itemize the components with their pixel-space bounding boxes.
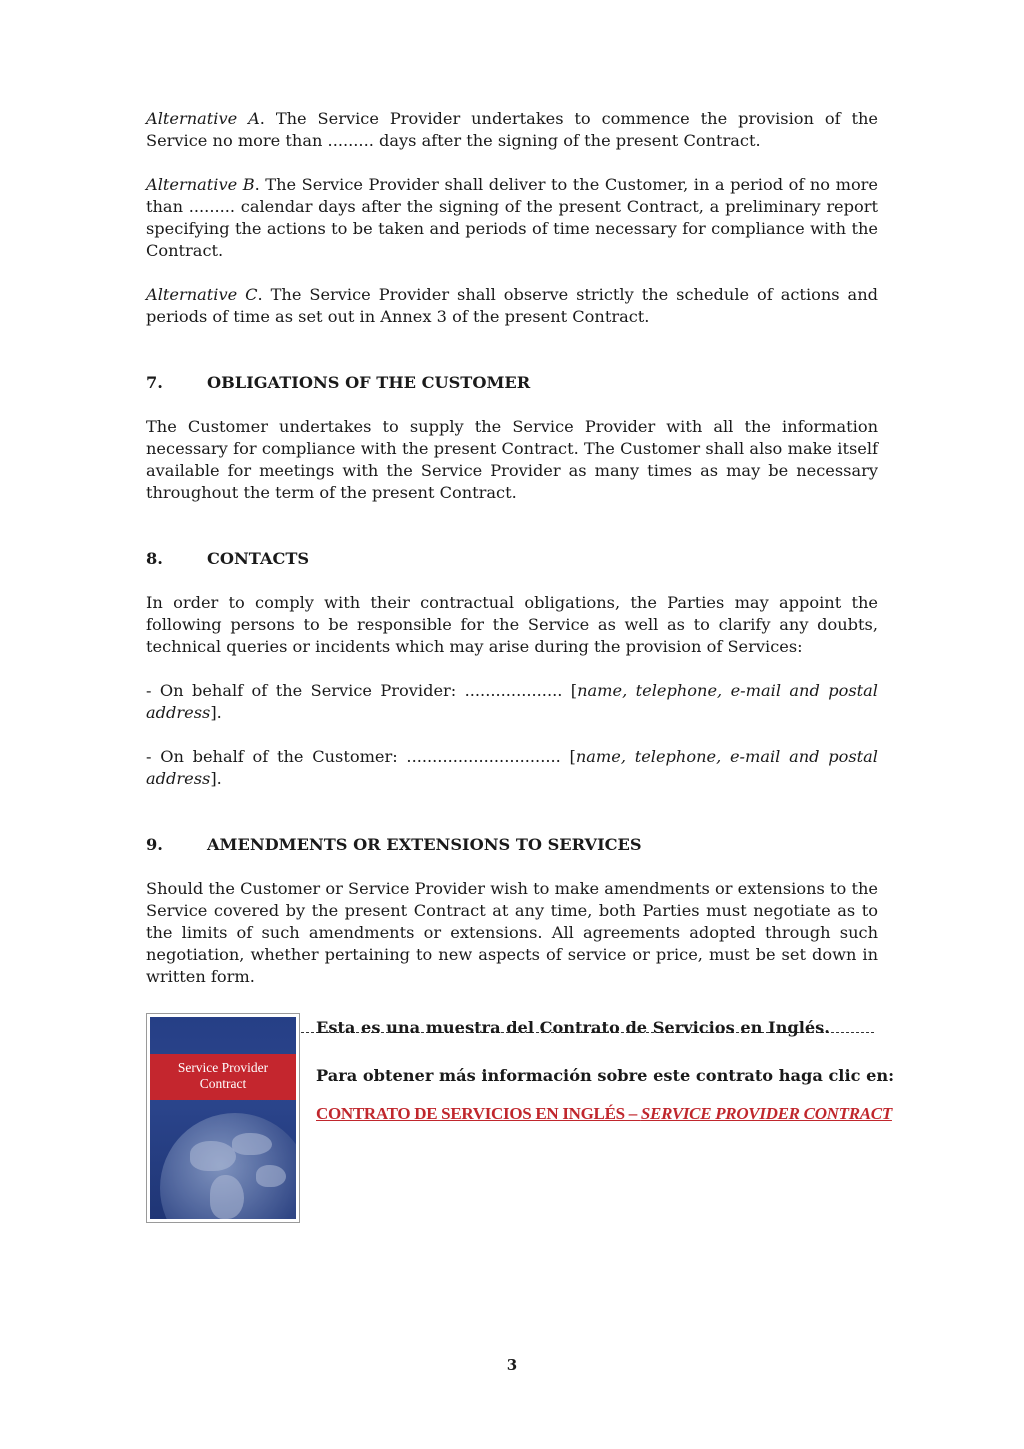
alternative-a-paragraph (146, 108, 878, 152)
section-8-body: In order to comply with their contractual obligations, the Parties may appoint the following persons to be responsible for the Service as well as to clarify any doubts, technical queries or incidents which may arise during the provision of Services: (146, 593, 878, 656)
provider-contact-line (146, 680, 878, 724)
section-number: 9. (146, 835, 163, 854)
customer-contact-line (146, 746, 878, 790)
section-7-heading (146, 372, 878, 394)
promo-box (146, 1013, 895, 1227)
alternative-c-label: Alternative C (146, 285, 258, 304)
section-9-body: Should the Customer or Service Provider wish to make amendments or extensions to the Service covered by the present Contract at any time, both Parties must negotiate as to the limits of such amendments or extensions. All agreements adopted through such negotiation, whether pertaining to new aspects of service or price, must be set down in written form. (146, 879, 878, 986)
link-regular-text: CONTRATO DE SERVICIOS EN INGLÉS – (316, 1104, 641, 1123)
alternative-a-label: Alternative A (146, 109, 260, 128)
provider-contact-suffix: ]. (210, 703, 222, 722)
section-8-heading (146, 548, 878, 570)
section-title: AMENDMENTS OR EXTENSIONS TO SERVICES (207, 835, 642, 854)
section-number: 8. (146, 549, 163, 568)
service-provider-contract-link[interactable] (316, 1103, 892, 1125)
alternative-b-label: Alternative B (146, 175, 255, 194)
section-7-body: The Customer undertakes to supply the Service Provider with all the information necessary for compliance with the present Contract. The Customer shall also make itself available for meetings with the Service Provider as many times as may be necessary throughout the term of the present Contract. (146, 417, 878, 502)
customer-contact-fields: name, telephone, e-mail and postal address (146, 747, 878, 788)
link-italic-text: SERVICE PROVIDER CONTRACT (640, 1104, 892, 1123)
promo-line-1: Esta es una muestra del Contrato de Servicios en Inglés. (316, 1018, 830, 1037)
customer-contact-prefix: - On behalf of the Customer: .............................. [ (146, 747, 576, 766)
customer-contact-suffix: ]. (210, 769, 222, 788)
section-9-heading (146, 834, 878, 856)
cover-title-line1: Service Provider (177, 1060, 269, 1075)
document-body (146, 108, 878, 1035)
alternative-a-text: . The Service Provider undertakes to commence the provision of the Service no more than ......... days after the signing of the present Contract. (146, 109, 878, 150)
section-title: OBLIGATIONS OF THE CUSTOMER (207, 373, 531, 392)
book-cover (150, 1017, 296, 1219)
cover-title-band (150, 1054, 296, 1100)
globe-icon (160, 1113, 296, 1219)
provider-contact-fields: name, telephone, e-mail and postal address (146, 681, 878, 722)
page-number: 3 (506, 1356, 518, 1374)
cover-title-line2: Contract (199, 1076, 247, 1091)
alternative-b-paragraph (146, 174, 878, 262)
section-number: 7. (146, 373, 163, 392)
provider-contact-prefix: - On behalf of the Service Provider: ................... [ (146, 681, 578, 700)
alternative-c-paragraph (146, 284, 878, 328)
section-title: CONTACTS (207, 549, 310, 568)
book-cover-image[interactable] (146, 1013, 300, 1223)
promo-line-2: Para obtener más información sobre este contrato haga clic en: (316, 1066, 895, 1085)
alternative-b-text: . The Service Provider shall deliver to the Customer, in a period of no more than ......... calendar days after the signing of the present Contract, a preliminary report specifying the actions to be taken and periods of time necessary for compliance with the Contract. (146, 175, 879, 260)
alternative-c-text: . The Service Provider shall observe strictly the schedule of actions and periods of time as set out in Annex 3 of the present Contract. (146, 285, 878, 326)
